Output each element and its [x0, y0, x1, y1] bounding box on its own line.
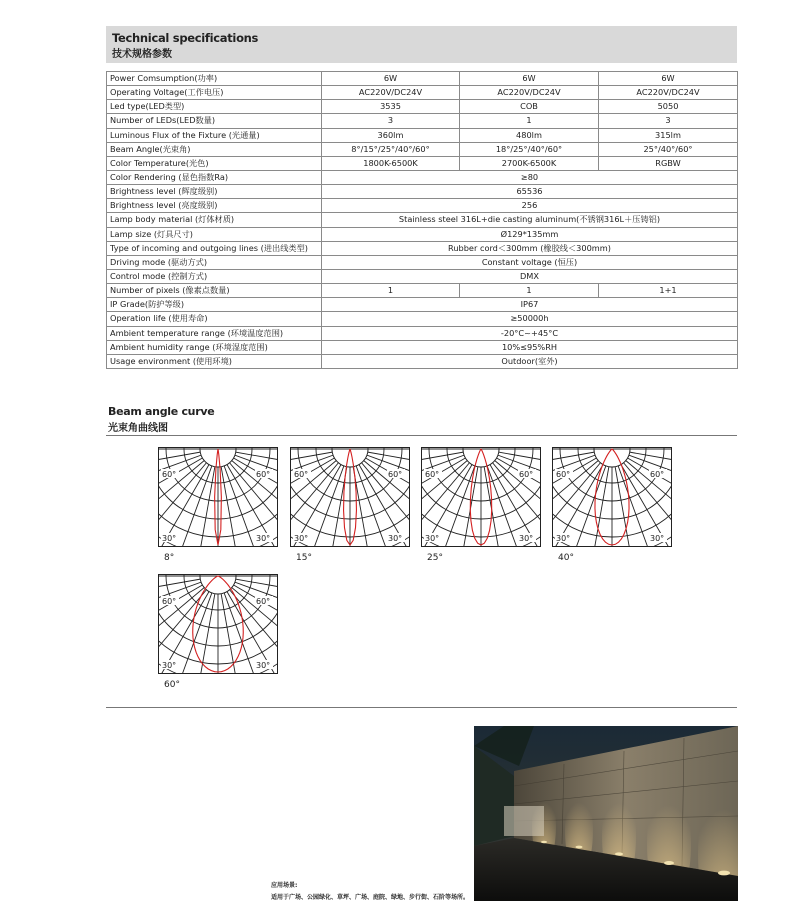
- polar-grid: [158, 447, 278, 547]
- spec-row: [107, 213, 738, 227]
- polar-tick-label: 30°: [294, 534, 309, 543]
- spec-row: [107, 156, 738, 170]
- spec-value: Rubber cord＜300mm (橡胶线＜300mm): [322, 241, 738, 255]
- wall-light-scene: [474, 726, 738, 901]
- spec-label: Type of incoming and outgoing lines (进出线类型): [107, 241, 322, 255]
- spec-label: Lamp size (灯具尺寸): [107, 227, 322, 241]
- polar-tick-label: 30°: [556, 534, 571, 543]
- spec-label: Control mode (控制方式): [107, 269, 322, 283]
- spec-value: Outdoor(室外): [322, 354, 738, 368]
- beam-title-en: Beam angle curve: [108, 405, 215, 418]
- spec-row: [107, 255, 738, 269]
- spec-label: Beam Angle(光束角): [107, 142, 322, 156]
- polar-tick-label: 60°: [256, 597, 271, 606]
- spec-row: [107, 241, 738, 255]
- spec-value: 3535: [322, 100, 460, 114]
- spec-value: 1+1: [599, 284, 738, 298]
- spec-label: Usage environment (使用环境): [107, 354, 322, 368]
- spec-row: [107, 284, 738, 298]
- spec-value: 1: [460, 284, 599, 298]
- spec-label: Color Rendering (显色指数Ra): [107, 170, 322, 184]
- beam-angle-label: 40°: [558, 553, 574, 563]
- spec-value: 315lm: [599, 128, 738, 142]
- polar-tick-label: 30°: [650, 534, 665, 543]
- spec-label: Color Temperature(光色): [107, 156, 322, 170]
- spec-value: AC220V/DC24V: [599, 86, 738, 100]
- spec-value: 2700K-6500K: [460, 156, 599, 170]
- spec-row: [107, 142, 738, 156]
- spec-label: Ambient humidity range (环境湿度范围): [107, 340, 322, 354]
- spec-row: [107, 298, 738, 312]
- spec-value: 8°/15°/25°/40°/60°: [322, 142, 460, 156]
- polar-tick-label: 60°: [650, 470, 665, 479]
- polar-tick-label: 30°: [256, 661, 271, 670]
- spec-value: 480lm: [460, 128, 599, 142]
- spec-label: Number of pixels (像素点数量): [107, 284, 322, 298]
- spec-label: Led type(LED类型): [107, 100, 322, 114]
- polar-tick-label: 60°: [256, 470, 271, 479]
- polar-grid: [552, 447, 672, 547]
- spec-label: Number of LEDs(LED数量): [107, 114, 322, 128]
- polar-tick-label: 60°: [388, 470, 403, 479]
- polar-tick-label: 30°: [519, 534, 534, 543]
- spec-row: [107, 340, 738, 354]
- spec-row: [107, 354, 738, 368]
- polar-grid: [290, 447, 410, 547]
- spec-value: 6W: [599, 72, 738, 86]
- spec-value: -20°C~+45°C: [322, 326, 738, 340]
- spec-value: 3: [599, 114, 738, 128]
- beam-section-title: [108, 405, 214, 434]
- polar-grid: [421, 447, 541, 547]
- beam-angle-label: 15°: [296, 553, 312, 563]
- section-divider-top: [106, 435, 737, 436]
- beam-angle-label: 25°: [427, 553, 443, 563]
- caption-text: 适用于广场、公园绿化、草坪、广场、庭院、绿地、步行街、石阶等场所。: [271, 894, 470, 901]
- spec-value: AC220V/DC24V: [322, 86, 460, 100]
- polar-tick-label: 30°: [388, 534, 403, 543]
- polar-tick-label: 60°: [294, 470, 309, 479]
- polar-tick-label: 60°: [162, 597, 177, 606]
- spec-value: 25°/40°/60°: [599, 142, 738, 156]
- spec-value: 256: [322, 199, 738, 213]
- spec-value: Constant voltage (恒压): [322, 255, 738, 269]
- spec-value: 360lm: [322, 128, 460, 142]
- spec-row: [107, 227, 738, 241]
- beam-chart: [552, 447, 672, 547]
- spec-label: IP Grade(防护等级): [107, 298, 322, 312]
- spec-value: 10%≤95%RH: [322, 340, 738, 354]
- spec-title-zh: 技术规格参数: [112, 49, 172, 60]
- spec-row: [107, 86, 738, 100]
- spec-label: Power Comsumption(功率): [107, 72, 322, 86]
- spec-value: 65536: [322, 185, 738, 199]
- polar-tick-label: 60°: [425, 470, 440, 479]
- spec-value: 1: [322, 284, 460, 298]
- spec-value: 1800K-6500K: [322, 156, 460, 170]
- spec-value: 5050: [599, 100, 738, 114]
- spec-value: ≥80: [322, 170, 738, 184]
- spec-value: ≥50000h: [322, 312, 738, 326]
- application-photo: [474, 726, 738, 901]
- spec-label: Luminous Flux of the Fixture (光通量): [107, 128, 322, 142]
- section-divider-bottom: [106, 707, 737, 708]
- polar-tick-label: 30°: [256, 534, 271, 543]
- spec-value: IP67: [322, 298, 738, 312]
- spec-title-en: Technical specifications: [112, 31, 259, 45]
- spec-table: [106, 71, 738, 369]
- polar-tick-label: 30°: [162, 534, 177, 543]
- spec-row: [107, 185, 738, 199]
- beam-chart: [421, 447, 541, 547]
- spec-row: [107, 326, 738, 340]
- polar-tick-label: 30°: [425, 534, 440, 543]
- spec-label: Driving mode (驱动方式): [107, 255, 322, 269]
- spec-row: [107, 170, 738, 184]
- spec-row: [107, 114, 738, 128]
- spec-label: Brightness level (辉度级别): [107, 185, 322, 199]
- beam-angle-label: 8°: [164, 553, 175, 563]
- beam-chart: [158, 574, 278, 674]
- polar-tick-label: 60°: [519, 470, 534, 479]
- spec-row: [107, 199, 738, 213]
- beam-title-zh: 光束角曲线图: [108, 423, 168, 434]
- spec-value: 1: [460, 114, 599, 128]
- spec-header-band: [106, 26, 737, 63]
- spec-value: COB: [460, 100, 599, 114]
- caption-title: 应用场景:: [271, 882, 298, 889]
- spec-value: Stainless steel 316L+die casting aluminum(不锈钢316L＋压铸铝): [322, 213, 738, 227]
- spec-row: [107, 100, 738, 114]
- polar-tick-label: 30°: [162, 661, 177, 670]
- spec-value: 18°/25°/40°/60°: [460, 142, 599, 156]
- spec-label: Lamp body material (灯体材质): [107, 213, 322, 227]
- spec-row: [107, 312, 738, 326]
- spec-row: [107, 269, 738, 283]
- spec-value: RGBW: [599, 156, 738, 170]
- spec-value: Ø129*135mm: [322, 227, 738, 241]
- beam-chart: [158, 447, 278, 547]
- beam-angle-label: 60°: [164, 680, 180, 690]
- polar-tick-label: 60°: [556, 470, 571, 479]
- spec-value: 6W: [322, 72, 460, 86]
- polar-grid: [158, 574, 278, 674]
- spec-value: 3: [322, 114, 460, 128]
- spec-value: AC220V/DC24V: [460, 86, 599, 100]
- application-caption: [271, 880, 469, 904]
- spec-value: 6W: [460, 72, 599, 86]
- beam-chart: [290, 447, 410, 547]
- polar-tick-label: 60°: [162, 470, 177, 479]
- spec-label: Brightness level (亮度级别): [107, 199, 322, 213]
- spec-label: Operating Voltage(工作电压): [107, 86, 322, 100]
- spec-row: [107, 128, 738, 142]
- spec-value: DMX: [322, 269, 738, 283]
- spec-row: [107, 72, 738, 86]
- spec-label: Ambient temperature range (环境温度范围): [107, 326, 322, 340]
- spec-label: Operation life (使用寿命): [107, 312, 322, 326]
